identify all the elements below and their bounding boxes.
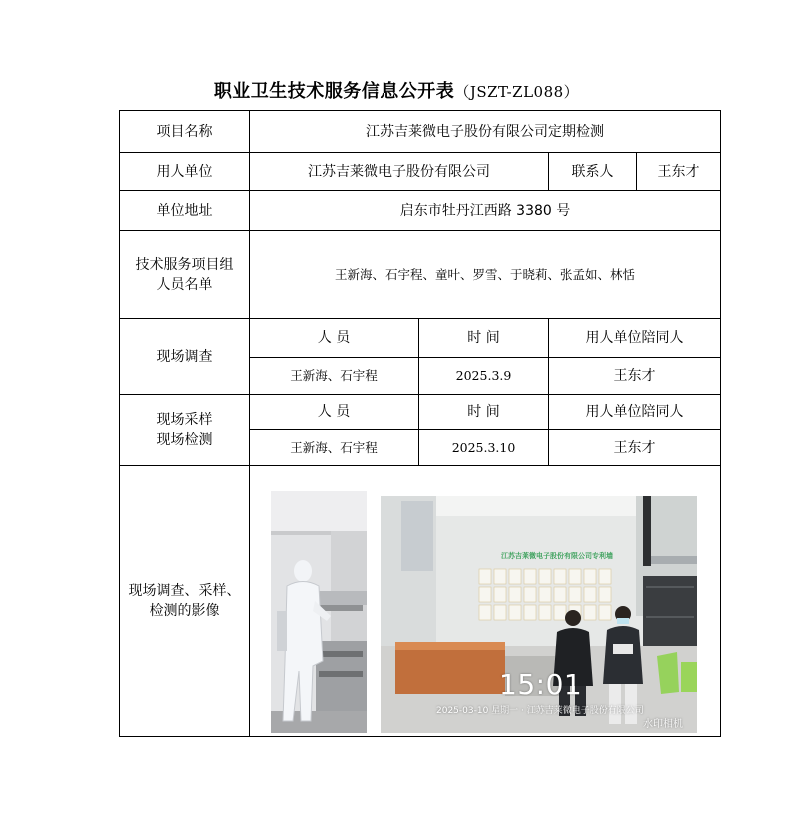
survey-col-escort: 用人单位陪同人 <box>549 319 721 358</box>
row-survey-header <box>120 319 721 358</box>
team-label-line1: 技术服务项目组 <box>135 256 234 273</box>
sampling-time: 2025.3.10 <box>419 430 549 466</box>
row-project <box>120 111 721 153</box>
employer-value: 江苏吉莱微电子股份有限公司 <box>250 153 549 191</box>
images-label <box>120 466 250 737</box>
team-value: 王新海、石宇程、童叶、罗雪、于晓莉、张孟如、林恬 <box>250 231 721 319</box>
survey-label: 现场调查 <box>120 319 250 395</box>
title-text: 职业卫生技术服务信息公开表 <box>213 81 455 102</box>
survey-escort: 王东才 <box>549 358 721 395</box>
watermark-time: 15:01 <box>499 668 583 701</box>
survey-people: 王新海、石宇程 <box>250 358 419 395</box>
sampling-label-line1: 现场采样 <box>156 412 213 428</box>
contact-label: 联系人 <box>549 153 637 191</box>
wall-sign-text: 江苏吉莱微电子股份有限公司专利墙 <box>501 552 613 560</box>
contact-value: 王东才 <box>637 153 721 191</box>
cleanroom-photo <box>271 491 367 733</box>
row-sampling-header <box>120 395 721 430</box>
sampling-escort: 王东才 <box>549 430 721 466</box>
document-title <box>0 77 793 103</box>
sampling-label <box>120 395 250 466</box>
images-label-line2: 检测的影像 <box>149 603 220 619</box>
survey-time: 2025.3.9 <box>419 358 549 395</box>
cleanroom-photo-art <box>271 491 367 733</box>
row-employer <box>120 153 721 191</box>
project-value: 江苏吉莱微电子股份有限公司定期检测 <box>250 111 721 153</box>
survey-col-people: 人 员 <box>250 319 419 358</box>
project-label: 项目名称 <box>120 111 250 153</box>
lobby-photo <box>381 496 697 733</box>
address-label: 单位地址 <box>120 191 250 231</box>
row-team <box>120 231 721 319</box>
survey-col-time: 时 间 <box>419 319 549 358</box>
address-value: 启东市牡丹江西路 3380 号 <box>250 191 721 231</box>
images-label-line1: 现场调查、采样、 <box>128 583 241 599</box>
sampling-label-line2: 现场检测 <box>156 432 213 448</box>
employer-label: 用人单位 <box>120 153 250 191</box>
team-label-line2: 人员名单 <box>156 276 213 293</box>
document-code: （JSZT-ZL088） <box>454 83 580 101</box>
watermark-brand: 水印相机 <box>643 719 683 730</box>
sampling-col-escort: 用人单位陪同人 <box>549 395 721 430</box>
watermark-info: 2025-03-10 星期一 · 江苏吉莱微电子股份有限公司 <box>436 706 644 716</box>
sampling-col-time: 时 间 <box>419 395 549 430</box>
row-address <box>120 191 721 231</box>
sampling-people: 王新海、石宇程 <box>250 430 419 466</box>
team-label <box>120 231 250 319</box>
sampling-col-people: 人 员 <box>250 395 419 430</box>
